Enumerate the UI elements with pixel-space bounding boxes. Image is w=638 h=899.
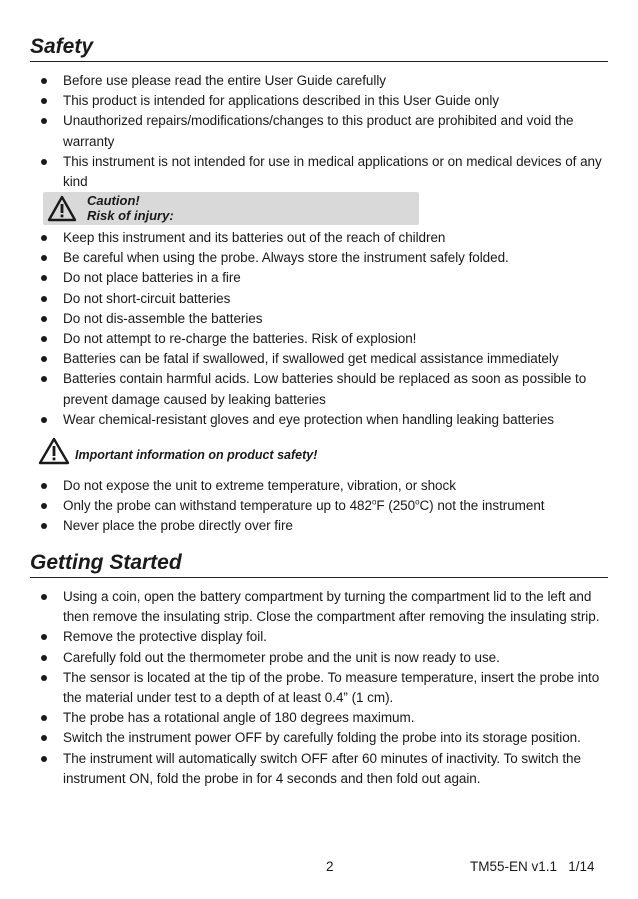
list-item: Do not short-circuit batteries [32,289,608,309]
list-item: The instrument will automatically switch OFF after 60 minutes of inactivity. To switch the instrument ON, fold the probe in for 4 seconds and then fold out again. [32,749,608,789]
caution-banner [43,192,419,225]
list-item: Do not expose the unit to extreme temperature, vibration, or shock [32,476,608,496]
list-item: Do not place batteries in a fire [32,268,608,288]
list-item: Be careful when using the probe. Always store the instrument safely folded. [32,248,608,268]
document-version: TM55-EN v1.1 1/14 [470,859,595,874]
list-item: Batteries contain harmful acids. Low batteries should be replaced as soon as possible to prevent damage caused by leaking batteries [32,369,608,409]
list-item: Carefully fold out the thermometer probe and the unit is now ready to use. [32,648,608,668]
warning-triangle-icon [47,195,77,222]
degree-mark: o [371,497,377,507]
important-safety-label: Important information on product safety! [75,448,318,462]
page-number: 2 [326,859,334,874]
list-item: This product is intended for applications described in this User Guide only [32,91,608,111]
list-item: The probe has a rotational angle of 180 degrees maximum. [32,708,608,728]
important-safety-banner [38,437,598,467]
list-item: Switch the instrument power OFF by carefully folding the probe into its storage position. [32,728,608,748]
list-item: Remove the protective display foil. [32,627,608,647]
degree-mark: o [415,497,420,507]
list-item: Using a coin, open the battery compartment by turning the compartment lid to the left and then remove the insulating strip. Close the compartment after removing the insulating strip. [32,587,608,627]
safety-bullet-list [32,71,608,192]
caution-subtitle: Risk of injury: [87,208,174,223]
temperature-text-part: Only the probe can withstand temperature up to 482 [63,498,372,514]
caution-label [87,193,174,223]
list-item: Unauthorized repairs/modifications/changes to this product are prohibited and void the warranty [32,111,608,151]
list-item: Batteries can be fatal if swallowed, if swallowed get medical assistance immediately [32,349,608,369]
list-item: Keep this instrument and its batteries out of the reach of children [32,228,608,248]
list-item: Do not dis-assemble the batteries [32,309,608,329]
list-item: Do not attempt to re-charge the batteries. Risk of explosion! [32,329,608,349]
list-item: Before use please read the entire User Guide carefully [32,71,608,91]
caution-title: Caution! [87,193,140,208]
list-item: Never place the probe directly over fire [32,516,608,536]
safety-heading: Safety [30,34,608,62]
list-item: This instrument is not intended for use in medical applications or on medical devices of any kind [32,152,608,192]
getting-started-heading: Getting Started [30,550,608,578]
warning-triangle-icon [38,437,70,465]
list-item: Wear chemical-resistant gloves and eye protection when handling leaking batteries [32,410,608,430]
list-item: The sensor is located at the tip of the probe. To measure temperature, insert the probe into the material under test to a depth of at least 0.4” (1 cm). [32,668,608,708]
getting-started-bullet-list [32,587,608,789]
list-item [32,496,608,516]
temperature-text-part: C) not the instrument [419,498,545,514]
caution-bullet-list [32,228,608,430]
temperature-text-part: F (250 [376,498,416,514]
important-bullet-list [32,476,608,537]
